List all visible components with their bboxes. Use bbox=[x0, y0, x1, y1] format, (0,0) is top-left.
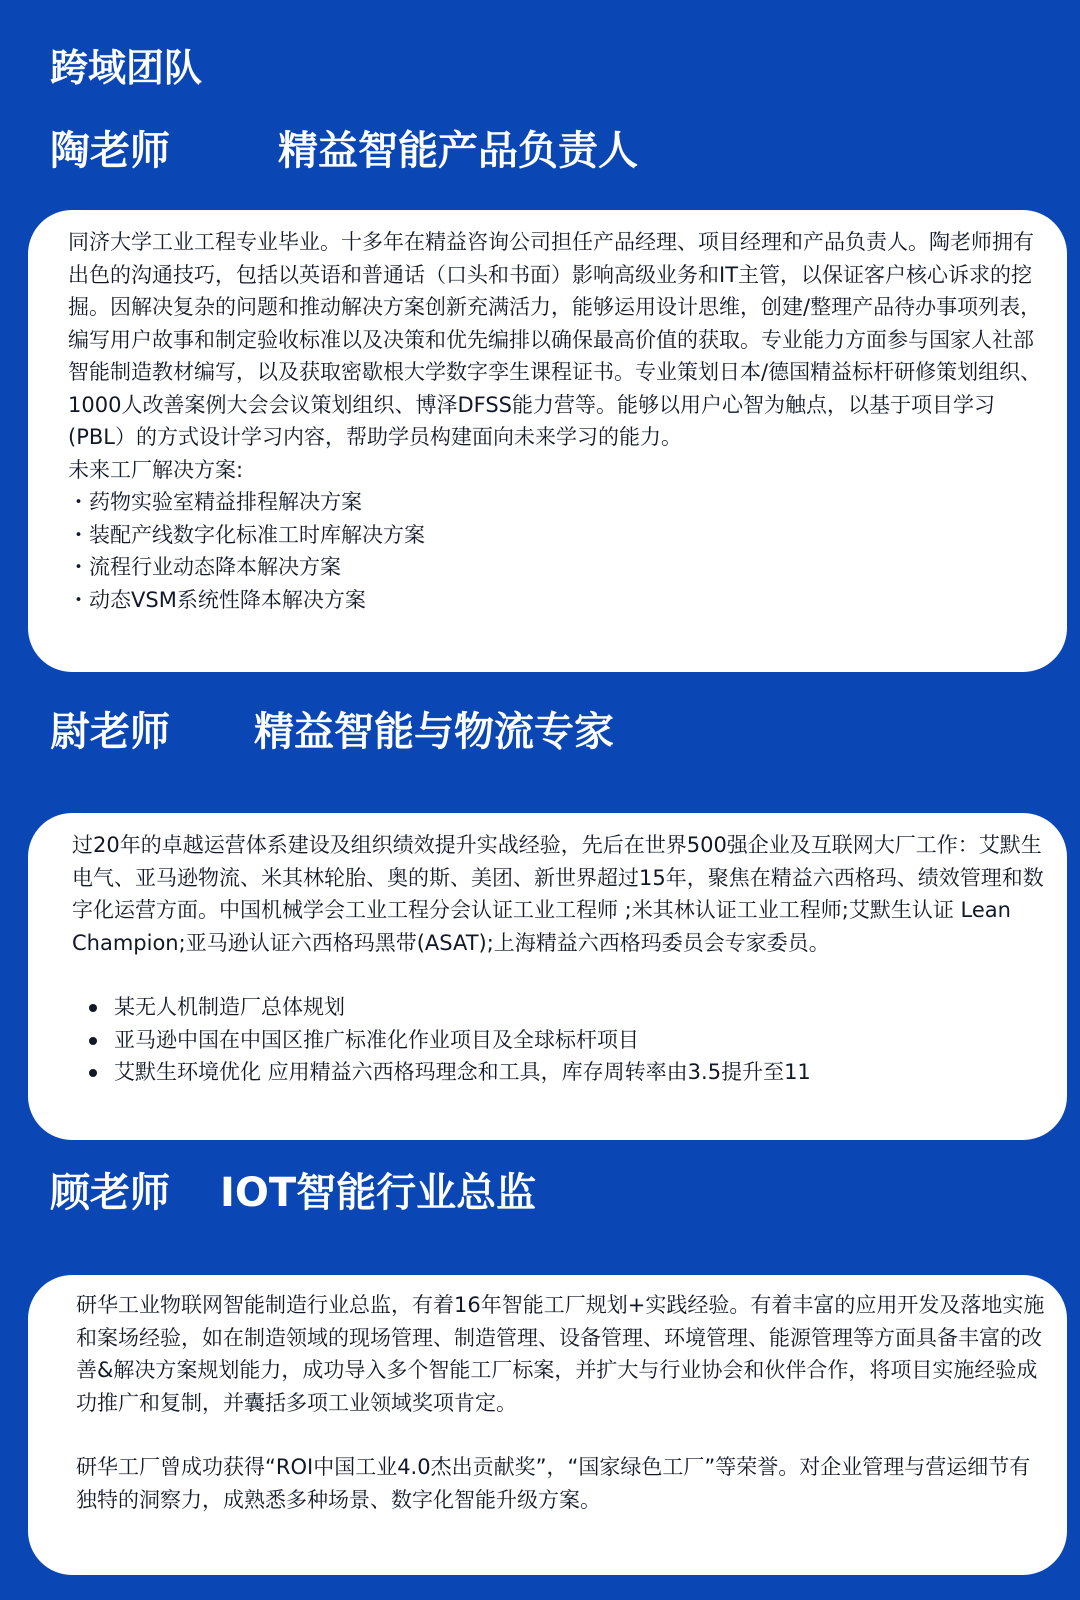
member-heading-wei bbox=[50, 702, 614, 762]
bio-text: 过20年的卓越运营体系建设及组织绩效提升实战经验，先后在世界500强企业及互联网大厂工作：艾默生电气、亚马逊物流、米其林轮胎、奥的斯、美团、新世界超过15年，聚焦在精益六西格玛、绩效管理和数字化运营方面。中国机械学会工业工程分会认证工业工程师 ;米其林认证工业工程师;艾默生认证 Lean Champion;亚马逊认证六西格玛黑带(ASAT);上海精益六西格玛委员会专家委员。 bbox=[72, 833, 1044, 955]
bio-text-2: 研华工厂曾成功获得“ROI中国工业4.0杰出贡献奖”，“国家绿色工厂”等荣誉。对企业管理与营运细节有独特的洞察力，成熟悉多种场景、数字化智能升级方案。 bbox=[76, 1455, 1031, 1512]
member-bio-card bbox=[28, 210, 1067, 672]
member-role: IOT智能行业总监 bbox=[220, 1170, 537, 1216]
bio-text: 同济大学工业工程专业毕业。十多年在精益咨询公司担任产品经理、项目经理和产品负责人。陶老师拥有出色的沟通技巧，包括以英语和普通话（口头和书面）影响高级业务和IT主管，以保证客户核心诉求的挖掘。因解决复杂的问题和推动解决方案创新充满活力，能够运用设计思维，创建/整理产品待办事项列表，编写用户故事和制定验收标准以及决策和优先编排以确保最高价值的获取。专业能力方面参与国家人社部智能制造教材编写，以及获取密歇根大学数字孪生课程证书。专业策划日本/德国精益标杆研修策划组织、1000人改善案例大会会议策划组织、博泽DFSS能力营等。能够以用户心智为触点，以基于项目学习(PBL）的方式设计学习内容，帮助学员构建面向未来学习的能力。 bbox=[68, 230, 1042, 449]
member-name: 陶老师 bbox=[50, 128, 170, 174]
list-item: ・ 药物实验室精益排程解决方案 bbox=[68, 486, 1049, 519]
member-bio-card bbox=[28, 813, 1067, 1140]
page-title: 跨域团队 bbox=[50, 46, 203, 90]
solutions-list bbox=[68, 486, 1049, 616]
member-name: 尉老师 bbox=[50, 709, 170, 755]
bio-text: 研华工业物联网智能制造行业总监，有着16年智能工厂规划+实践经验。有着丰富的应用开发及落地实施和案场经验，如在制造领域的现场管理、制造管理、设备管理、环境管理、能源管理等方面具备丰富的改善&解决方案规划能力，成功导入多个智能工厂标案，并扩大与行业协会和伙伴合作，将项目实施经验成功推广和复制，并囊括多项工业领域奖项肯定。 bbox=[76, 1293, 1045, 1415]
member-role: 精益智能产品负责人 bbox=[278, 128, 638, 174]
member-role: 精益智能与物流专家 bbox=[254, 709, 614, 755]
member-bio-card bbox=[28, 1275, 1067, 1575]
member-heading-gu bbox=[50, 1163, 537, 1223]
list-item: 艾默生环境优化 应用精益六西格玛理念和工具，库存周转率由3.5提升至11 bbox=[72, 1056, 1047, 1089]
member-name: 顾老师 bbox=[50, 1170, 170, 1216]
paragraph-gap bbox=[76, 1419, 1047, 1451]
list-item: ・ 流程行业动态降本解决方案 bbox=[68, 551, 1049, 584]
list-item: 亚马逊中国在中国区推广标准化作业项目及全球标杆项目 bbox=[72, 1024, 1047, 1057]
member-heading-tao bbox=[50, 121, 638, 181]
list-item: ・ 动态VSM系统性降本解决方案 bbox=[68, 584, 1049, 617]
list-item: 某无人机制造厂总体规划 bbox=[72, 991, 1047, 1024]
list-item: ・ 装配产线数字化标准工时库解决方案 bbox=[68, 519, 1049, 552]
solutions-title: 未来工厂解决方案: bbox=[68, 457, 244, 482]
projects-list bbox=[72, 991, 1047, 1089]
